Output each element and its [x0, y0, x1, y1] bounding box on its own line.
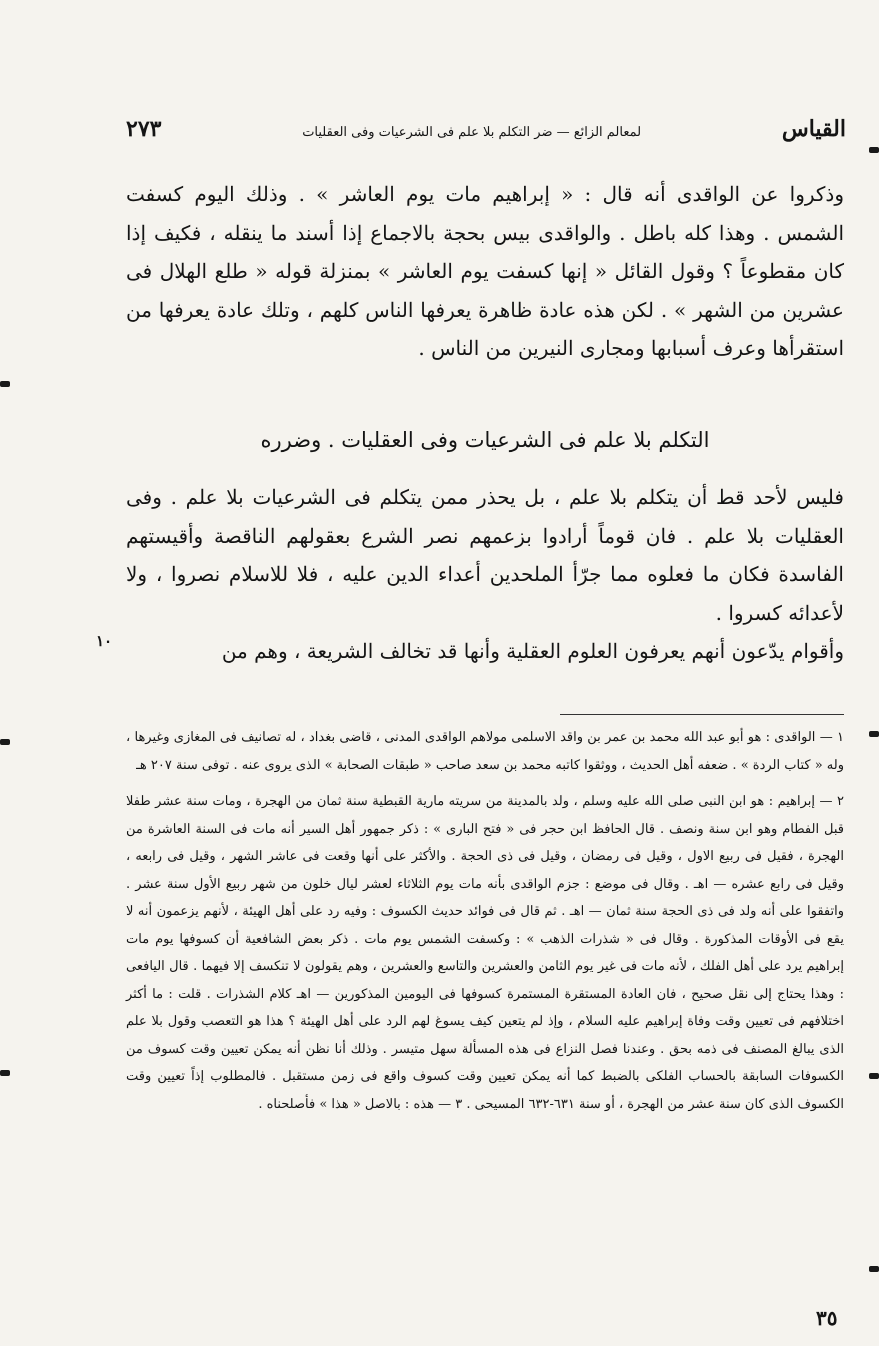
header-page-number: ٢٧٣ — [126, 116, 162, 142]
footer-page-number: ٣٥ — [816, 1306, 838, 1330]
margin-mark — [869, 731, 879, 737]
line-number: ١٠ — [96, 632, 113, 650]
paragraph-1: وذكروا عن الواقدى أنه قال : « إبراهيم مات يوم العاشر » . وذلك اليوم كسفت الشمس . وهذا كله باطل . والواقدى بيس بحجة بالاجماع إذا أسند ما ينقله ، فكيف إذا كان مقطوعاً ؟ وقول القائل « إنها كسفت يوم العاشر » بمنزلة قوله « طلع الهلال فى عشرين من الشهر » . لكن هذه عادة ظاهرة يعرفها الناس كلهم ، وتلك عادة يعرفها من استقرأها وعرف أسبابها ومجارى النيرين من الناس . — [126, 182, 844, 360]
margin-mark — [869, 147, 879, 153]
running-header — [126, 116, 846, 152]
margin-mark — [869, 1073, 879, 1079]
chapter-title: القياس — [781, 116, 846, 142]
paragraph-3: وأقوام يدّعون أنهم يعرفون العلوم العقلية وأنها قد تخالف الشريعة ، وهم من — [221, 639, 844, 663]
margin-mark — [0, 1070, 10, 1076]
margin-mark — [0, 381, 10, 387]
footnote-1: ١ — الواقدى : هو أبو عبد الله محمد بن عمر بن واقد الاسلمى مولاهم الواقدى المدنى ، قاضى بغداد ، له تصانيف فى المغازى وغيرها ، وله « كتاب الردة » . ضعفه أهل الحديث ، ووثقوا كاتبه محمد بن سعد صاحب « طبقات الصحابة » الذى يروى عنه . توفى سنة ٢٠٧ هـ — [126, 730, 844, 773]
margin-mark — [869, 1266, 879, 1272]
main-text-block-2 — [126, 478, 844, 671]
main-text-block-1 — [126, 175, 844, 368]
footnote-separator — [560, 714, 844, 715]
margin-mark — [0, 739, 10, 745]
footnote-2: ٢ — إبراهيم : هو ابن النبى صلى الله عليه وسلم ، ولد بالمدينة من سريته مارية القبطية سنة ثمان من الهجرة ، ومات سنة عشر طفلا قبل الفطام وهو ابن سنة ونصف . قال الحافظ ابن حجر فى « فتح البارى » : ذكر جمهور أهل السير أنه مات فى السنة العاشرة من الهجرة ، فقيل فى ربيع الاول ، وقيل فى رمضان ، وقيل فى ذى الحجة . والأكثر على أنها وقعت فى عاشر الشهر ، وقيل فى رابعه ، وقيل فى رابع عشره — اهـ . وقال فى موضع : جزم الواقدى بأنه مات يوم الثلاثاء لعشر ليال خلون من شهر ربيع الأول سنة عشر . واتفقوا على أنه ولد فى ذى الحجة سنة ثمان — اهـ . ثم قال فى فوائد حديث الكسوف : وفيه رد على أهل الهيئة ، لأنهم يزعمون أنه لا يقع فى الأوقات المذكورة . وقال فى « شذرات الذهب » : وكسفت الشمس يوم مات . ذكر بعض الشافعية أن كسوفها يوم مات إبراهيم يرد على أهل الفلك ، لأنه مات فى غير يوم الثامن والعشرين والتاسع والعشرين ، وهم يقولون لا تنكسف إلا فيهما . قال اليافعى : وهذا يحتاج إلى نقل صحيح ، فان العادة المستقرة المستمرة كسوفها فى اليومين المذكورين — اهـ كلام الشذرات . قلت : ما أكثر اختلافهم فى تعيين وقت وفاة إبراهيم عليه السلام ، وإذ لم يتعين كيف يسوغ لهم الرد على أهل الهيئة ؟ هذا هو التعصب وقول بلا علم الذى يبالغ المصنف فى ذمه بحق . وعندنا فصل النزاع فى هذه المسألة سهل متيسر . وذلك أنا نظن أنه يمكن تعيين وقت كسوف من الكسوفات السابقة بالحساب الفلكى بالضبط كما أنه يمكن تعيين وقت كسوف واقع فى زمن مستقبل . فالمطلوب إذاً تعيين وقت الكسوف الذى كان سنة عشر من الهجرة ، أو سنة ٦٣١-٦٣٢ المسيحى . ٣ — هذه : بالاصل « هذا » فأصلحناه . — [126, 794, 844, 1112]
footnotes — [126, 724, 844, 1118]
paragraph-2: فليس لأحد قط أن يتكلم بلا علم ، بل يحذر ممن يتكلم فى الشرعيات بلا علم . وفى العقليات بلا علم . فان قوماً أرادوا بزعمهم نصر الشرع بعقولهم الناقصة وأقيستهم الفاسدة فكان ما فعلوه مما جرّأ الملحدين أعداء الدين عليه ، فلا للاسلام نصروا ، ولا لأعدائه كسروا . — [126, 485, 844, 625]
header-subtitle: لمعالم الزائع — ضر التكلم بلا علم فى الشرعيات وفى العقليات — [302, 125, 642, 140]
section-heading: التكلم بلا علم فى الشرعيات وفى العقليات . وضرره — [260, 428, 710, 452]
